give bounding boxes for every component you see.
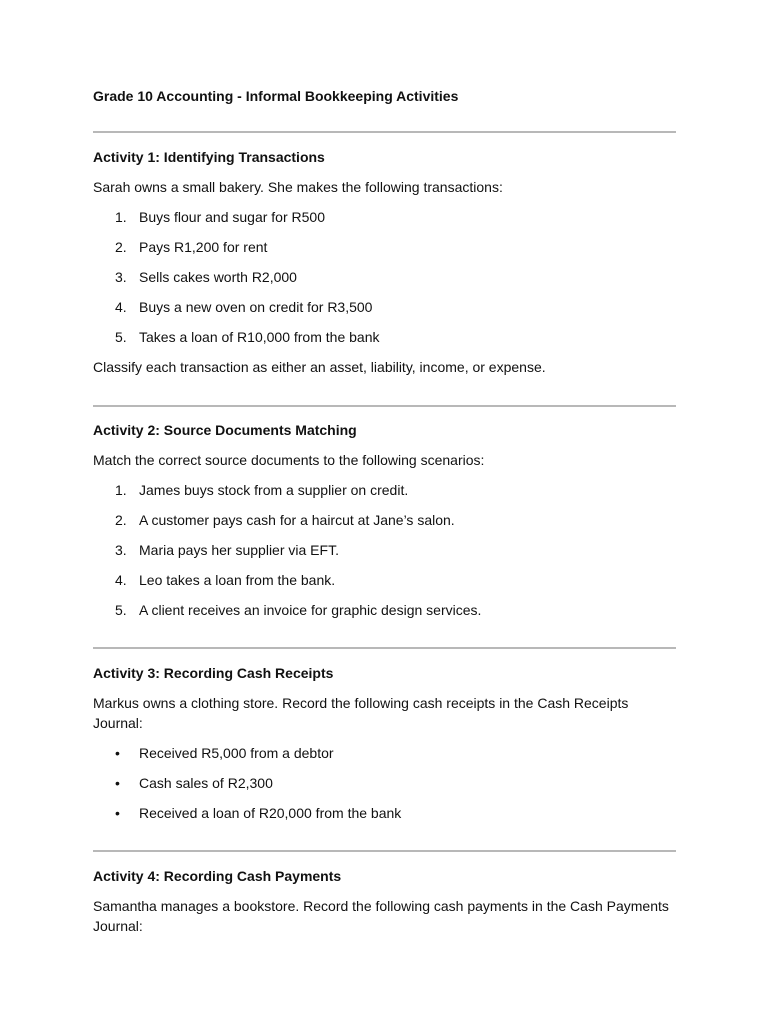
list-item-text: Leo takes a loan from the bank. [139, 572, 336, 588]
activity-2-intro: Match the correct source documents to the following scenarios: [93, 452, 485, 468]
activity-3-list [93, 743, 676, 823]
list-item-text: Maria pays her supplier via EFT. [139, 542, 339, 558]
activity-3-intro: Markus owns a clothing store. Record the following cash receipts in the Cash Receipts Journal: [93, 695, 629, 731]
activity-2-section [93, 420, 676, 630]
list-item [93, 600, 676, 620]
activity-4-heading: Activity 4: Recording Cash Payments [93, 868, 342, 884]
list-item-text: A client receives an invoice for graphic design services. [139, 602, 482, 618]
list-item-text: James buys stock from a supplier on credit. [139, 482, 409, 498]
list-item-text: Received R5,000 from a debtor [139, 745, 334, 761]
section-divider [93, 405, 676, 407]
list-marker: 3. [115, 542, 127, 558]
list-item [93, 237, 676, 257]
bullet-marker: • [115, 745, 120, 761]
list-item [93, 297, 676, 317]
bullet-marker: • [115, 805, 120, 821]
list-item-text: Buys flour and sugar for R500 [139, 209, 325, 225]
bullet-marker: • [115, 775, 120, 791]
list-item-text: Buys a new oven on credit for R3,500 [139, 299, 373, 315]
activity-1-list [93, 207, 676, 347]
list-item [93, 510, 676, 530]
list-marker: 4. [115, 299, 127, 315]
activity-1-section [93, 147, 676, 377]
section-divider [93, 850, 676, 852]
list-marker: 1. [115, 209, 127, 225]
activity-2-heading: Activity 2: Source Documents Matching [93, 422, 357, 438]
list-marker: 4. [115, 572, 127, 588]
section-divider [93, 647, 676, 649]
list-item-text: Received a loan of R20,000 from the bank [139, 805, 402, 821]
activity-1-intro: Sarah owns a small bakery. She makes the following transactions: [93, 179, 503, 195]
activity-2-list [93, 480, 676, 620]
list-item-text: Pays R1,200 for rent [139, 239, 268, 255]
list-item-text: Takes a loan of R10,000 from the bank [139, 329, 380, 345]
document-title: Grade 10 Accounting - Informal Bookkeeping Activities [93, 88, 459, 104]
activity-1-heading: Activity 1: Identifying Transactions [93, 149, 325, 165]
activity-3-heading: Activity 3: Recording Cash Receipts [93, 665, 334, 681]
list-item-text: Sells cakes worth R2,000 [139, 269, 297, 285]
list-item [93, 540, 676, 560]
list-item-text: A customer pays cash for a haircut at Jane’s salon. [139, 512, 455, 528]
section-divider [93, 131, 676, 133]
list-marker: 1. [115, 482, 127, 498]
list-item [93, 570, 676, 590]
list-item [93, 480, 676, 500]
list-item [93, 207, 676, 227]
activity-4-section [93, 866, 676, 936]
activity-4-intro: Samantha manages a bookstore. Record the following cash payments in the Cash Payments Journal: [93, 898, 669, 934]
list-item [93, 327, 676, 347]
list-item [93, 267, 676, 287]
list-marker: 5. [115, 602, 127, 618]
list-marker: 5. [115, 329, 127, 345]
list-marker: 2. [115, 512, 127, 528]
list-item-text: Cash sales of R2,300 [139, 775, 273, 791]
list-item [93, 773, 676, 793]
list-marker: 2. [115, 239, 127, 255]
list-item [93, 803, 676, 823]
activity-1-instruction: Classify each transaction as either an asset, liability, income, or expense. [93, 359, 546, 375]
list-marker: 3. [115, 269, 127, 285]
list-item [93, 743, 676, 763]
activity-3-section [93, 663, 676, 833]
